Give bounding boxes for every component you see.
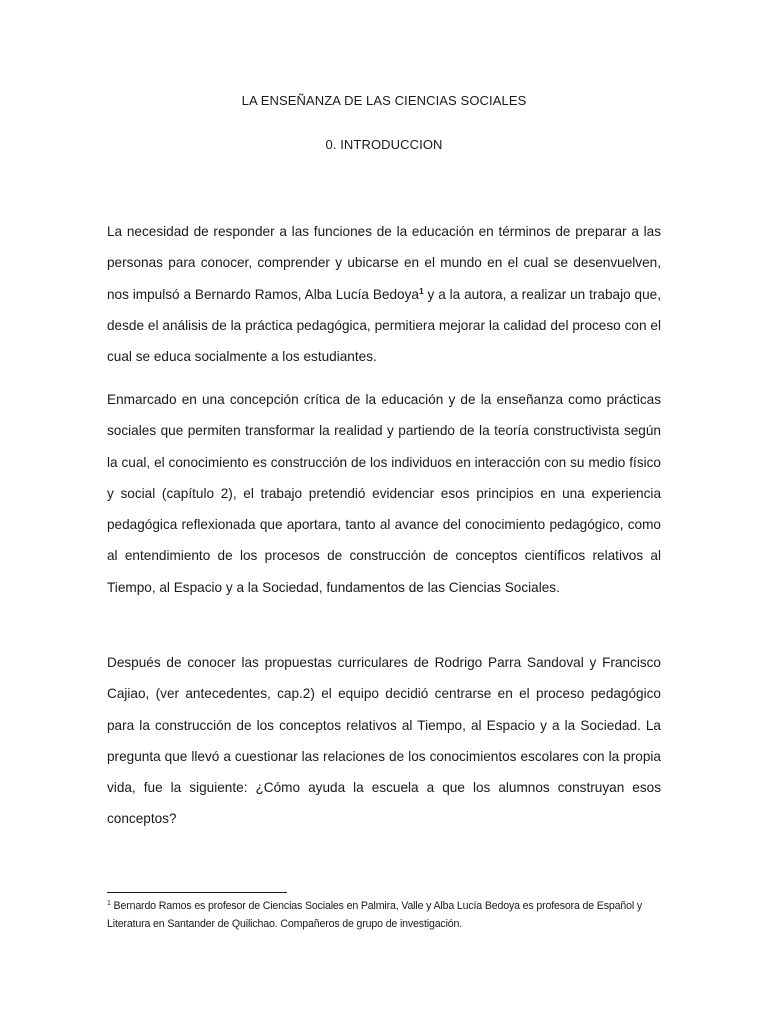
- footnote-mark: 1: [107, 900, 111, 907]
- footnote-text: Bernardo Ramos es profesor de Ciencias Sociales en Palmira, Valle y Alba Lucía Bedoya es profesora de Español y Literatura en Santander de Quilichao. Compañeros de grupo de investigación.: [107, 900, 642, 930]
- paragraph-2: Enmarcado en una concepción crítica de la educación y de la enseñanza como prácticas sociales que permiten transformar la realidad y partiendo de la teoría constructivista según la cual, el conocimiento es construcción de los individuos en interacción con su medio físico y social (capítulo 2), el trabajo pretendió evidenciar esos principios en una experiencia pedagógica reflexionada que aportara, tanto al avance del conocimiento pedagógico, como al entendimiento de los procesos de construcción de conceptos científicos relativos al Tiempo, al Espacio y a la Sociedad, fundamentos de las Ciencias Sociales.: [107, 392, 661, 595]
- document-title: LA ENSEÑANZA DE LAS CIENCIAS SOCIALES: [241, 93, 527, 108]
- footnote-reference[interactable]: 1: [418, 285, 424, 296]
- paragraph-2-block: [107, 384, 661, 603]
- footnote: [107, 898, 667, 933]
- paragraph-3-block: [107, 647, 661, 835]
- paragraph-1-block: [107, 216, 661, 372]
- paragraph-1-text-start: La necesidad de responder a las funciones de la educación en términos de preparar a las personas para conocer, comprender y ubicarse en el mundo en el cual se desenvuelven, nos impulsó a Bernardo Ramos, Alba Lucía Bedoya: [107, 224, 661, 302]
- paragraph-1-text-end: y a la autora, a realizar un trabajo que, desde el análisis de la práctica pedagógica, permitiera mejorar la calidad del proceso con el cual se educa socialmente a los estudiantes.: [107, 286, 661, 365]
- section-heading: 0. INTRODUCCION: [325, 137, 443, 152]
- footnote-separator: [107, 892, 287, 893]
- paragraph-3: Después de conocer las propuestas curriculares de Rodrigo Parra Sandoval y Francisco Cajiao, (ver antecedentes, cap.2) el equipo decidió centrarse en el proceso pedagógico para la construcción de los conceptos relativos al Tiempo, al Espacio y a la Sociedad. La pregunta que llevó a cuestionar las relaciones de los conocimientos escolares con la propia vida, fue la siguiente: ¿Cómo ayuda la escuela a que los alumnos construyan esos conceptos?: [107, 655, 661, 827]
- paragraph-1: [107, 216, 661, 372]
